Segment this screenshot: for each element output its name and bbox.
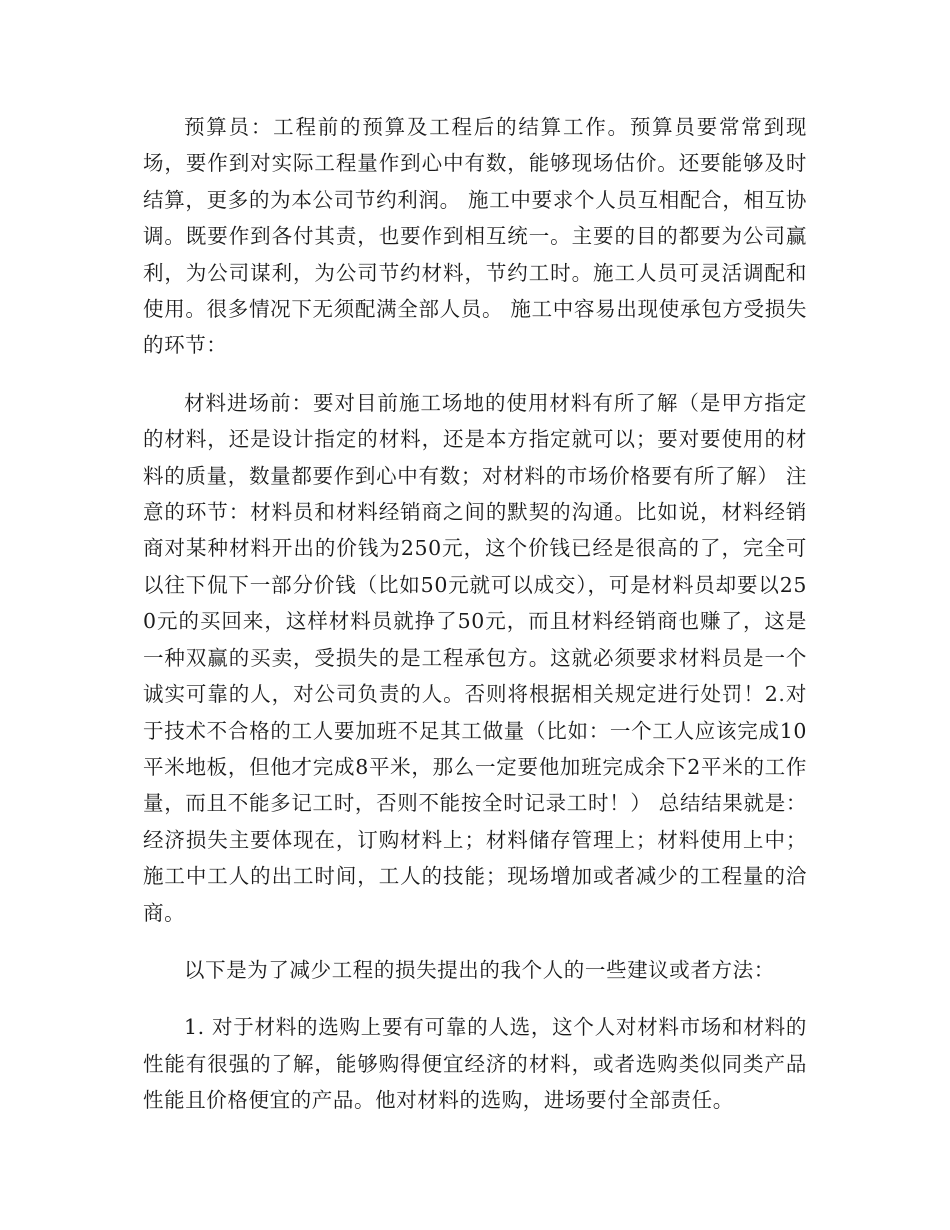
- paragraph-budget-staff: 预算员：工程前的预算及工程后的结算工作。预算员要常常到现场，要作到对实际工程量作到心中有数，能够现场估价。还要能够及时结算，更多的为本公司节约利润。 施工中要求个人员互相配合，相互协调。既要作到各付其责，也要作到相互统一。主要的目的都要为公司赢利，为公司谋利，为公司节约材料，节约工时。施工人员可灵活调配和使用。很多情况下无须配满全部人员。 施工中容易出现使承包方受损失的环节：: [143, 115, 807, 358]
- paragraph-gap: [143, 988, 807, 1009]
- paragraph-suggestions-intro: 以下是为了减少工程的损失提出的我个人的一些建议或者方法：: [184, 957, 775, 982]
- paragraph-suggestion-1: 1. 对于材料的选购上要有可靠的人选，这个人对材料市场和材料的性能有很强的了解，能够购得便宜经济的材料，或者选购类似同类产品性能且价格便宜的产品。他对材料的选购，进场要付全部责任。: [143, 1015, 807, 1113]
- paragraph-gap: [143, 364, 807, 385]
- paragraph-gap: [143, 931, 807, 952]
- document-page: [143, 109, 807, 1119]
- paragraph-material-entry: 材料进场前：要对目前施工场地的使用材料有所了解（是甲方指定的材料，还是设计指定的材料，还是本方指定就可以；要对要使用的材料的质量，数量都要作到心中有数；对材料的市场价格要有所了解） 注意的环节：材料员和材料经销商之间的默契的沟通。比如说，材料经销商对某种材料开出的价钱为250元，这个价钱已经是很高的了，完全可以往下侃下一部分价钱（比如50元就可以成交），可是材料员却要以250元的买回来，这样材料员就挣了50元，而且材料经销商也赚了，这是一种双赢的买卖，受损失的是工程承包方。这就必须要求材料员是一个诚实可靠的人，对公司负责的人。否则将根据相关规定进行处罚！2.对于技术不合格的工人要加班不足其工做量（比如：一个工人应该完成10平米地板，但他才完成8平米，那么一定要他加班完成余下2平米的工作量，而且不能多记工时，否则不能按全时记录工时！） 总结结果就是：经济损失主要体现在，订购材料上；材料储存管理上；材料使用上中；施工中工人的出工时间，工人的技能；现场增加或者减少的工程量的洽商。: [143, 390, 808, 925]
